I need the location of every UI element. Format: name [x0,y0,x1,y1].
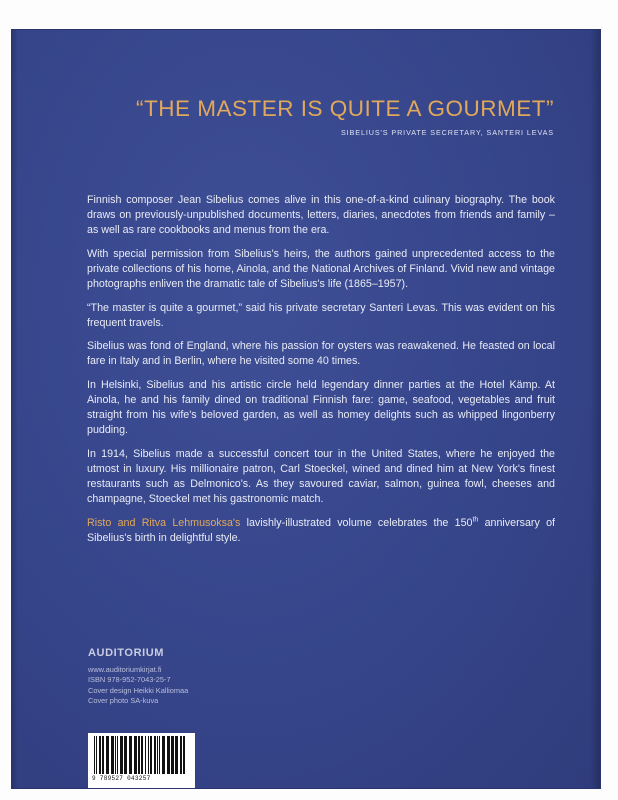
barcode-bar [175,736,178,774]
barcode-bar [154,736,156,774]
blurb-paragraph-3: “The master is quite a gourmet,” said his private secretary Santeri Levas. This was evident on his frequent travels. [87,301,555,329]
colophon [88,665,188,707]
blurb-closing-paragraph [87,516,555,546]
cover-quote: “THE MASTER IS QUITE A GOURMET” [135,96,554,121]
book-back-cover [12,30,600,788]
publisher-website: www.auditoriumkirjat.fi [88,665,162,674]
blurb-text [87,193,555,554]
barcode-bar [134,736,137,774]
author-names: Risto and Ritva Lehmusoksa's [87,516,241,529]
barcode-bar [183,736,185,774]
edge-shadow [590,30,600,788]
barcode-bar [102,736,104,774]
isbn: ISBN 978-952-7043-25-7 [88,675,171,685]
barcode-bar [129,736,132,774]
barcode-bar [115,736,116,774]
barcode-bar [117,736,118,774]
barcode-bar [148,736,149,774]
isbn-barcode [88,733,195,788]
barcode-number: 9 789527 043257 [92,775,151,782]
barcode-bar [157,736,158,774]
cover-photo-credit: Cover photo SA-kuva [88,696,159,706]
barcode-bar [94,736,95,774]
barcode-bar [106,736,109,774]
barcode-bar [159,736,160,774]
barcode-bar [120,736,123,774]
barcode-bar [145,736,146,774]
blurb-paragraph-1: Finnish composer Jean Sibelius comes alive in this one-of-a-kind culinary biography. The book draws on previously-unpublished documents, letters, diaries, anecdotes from friends and family – as well as rare cookbooks and menus from the era. [87,194,555,237]
barcode-bar [141,736,143,774]
barcode-bar [171,736,174,774]
blurb-paragraph-2: With special permission from Sibelius's heirs, the authors gained unprecedented access to the private collections of his home, Ainola, and the National Archives of Finland. Vivid new and vintage photographs enliven the dramatic tale of Sibelius's life (1865–1957). [87,247,555,291]
barcode-bar [150,736,152,774]
barcode-bar [138,736,140,774]
barcode-bar [180,736,182,774]
spine-shadow [12,30,18,788]
quote-attribution: SIBELIUS'S PRIVATE SECRETARY, SANTERI LEVAS [340,128,554,137]
cover-design-credit: Cover design Heikki Kalliomaa [88,685,189,695]
barcode-bar [99,736,101,774]
barcode-bar [96,736,97,774]
closing-text-a: lavishly-illustrated volume celebrates the 150 [240,516,473,529]
ordinal-suffix: th [472,516,479,524]
barcode-bars [92,736,191,774]
blurb-paragraph-4: Sibelius was fond of England, where his passion for oysters was reawakened. He feasted on local fare in Italy and in Berlin, where he visited some 40 times. [87,340,555,368]
blurb-paragraph-6: In 1914, Sibelius made a successful concert tour in the United States, where he enjoyed the utmost in luxury. His millionaire patron, Carl Stoeckel, wined and dined him at New York's finest restaurants such as Delmonico's. As they savoured caviar, salmon, guinea fowl, cheeses and champagne, Stoeckel met his gastronomic match. [87,447,555,506]
barcode-bar [162,736,165,774]
closing-text-b: anniversary of Sibelius's birth in delightful style. [87,516,556,544]
barcode-bar [111,736,114,774]
blurb-paragraph-5: In Helsinki, Sibelius and his artistic circle held legendary dinner parties at the Hotel Kämp. At Ainola, he and his family dined on traditional Finnish fare: game, seafood, vegetables and fruit straight from his wife's beloved garden, as well as homey delights such as whipped lingonberry pudding. [87,378,555,437]
barcode-bar [124,736,127,774]
publisher-logo: AUDITORIUM [88,647,165,659]
barcode-bar [167,736,170,774]
